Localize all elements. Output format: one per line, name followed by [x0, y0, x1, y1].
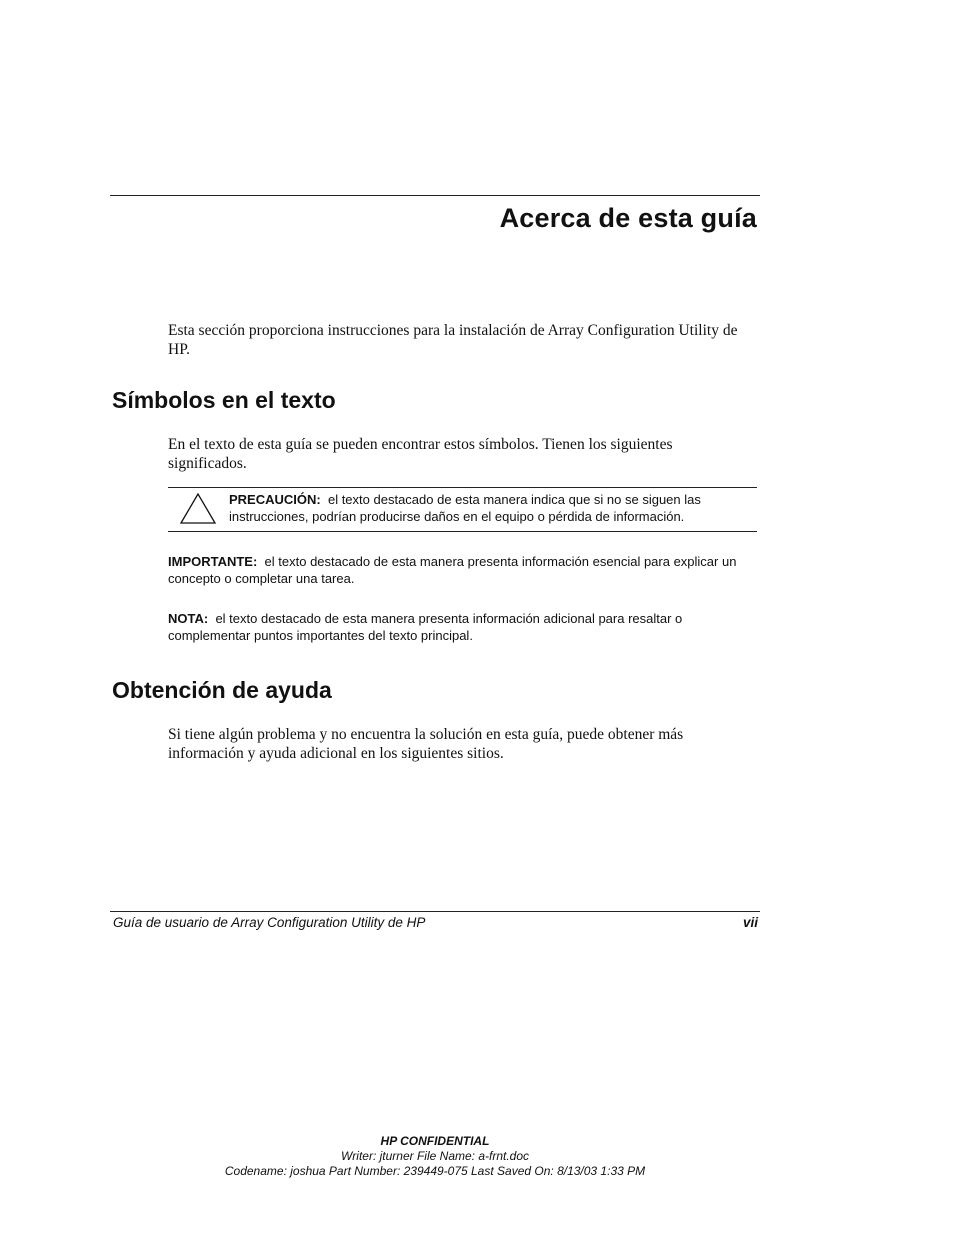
- confidential-codename: Codename: joshua Part Number: 239449-075 Last Saved On: 8/13/03 1:33 PM: [224, 1164, 646, 1178]
- intro-paragraph: Esta sección proporciona instrucciones para la instalación de Array Configuration Utility de HP.: [168, 322, 738, 358]
- important-note: [168, 553, 753, 587]
- caution-bottom-rule: [168, 531, 757, 532]
- caution-top-rule: [168, 487, 757, 488]
- caution-body: el texto destacado de esta manera indica que si no se siguen las instrucciones, podrían producirse daños en el equipo o pérdida de información.: [229, 492, 701, 524]
- caution-box: [168, 487, 757, 532]
- caution-text: [229, 491, 749, 525]
- chapter-top-rule: [110, 195, 760, 196]
- important-body: el texto destacado de esta manera presenta información esencial para explicar un concepto o completar una tarea.: [168, 554, 737, 586]
- nota-body: el texto destacado de esta manera presenta información adicional para resaltar o complementar puntos importantes del texto principal.: [168, 611, 683, 643]
- section-heading-symbols: Símbolos en el texto: [112, 387, 336, 413]
- nota-label: NOTA:: [168, 611, 209, 626]
- footer-rule: [110, 911, 760, 912]
- help-paragraph: Si tiene algún problema y no encuentra la solución en esta guía, puede obtener más información y ayuda adicional en los siguientes sitios.: [168, 726, 684, 762]
- caution-label: PRECAUCIÓN:: [229, 492, 321, 507]
- confidential-writer: Writer: jturner File Name: a-frnt.doc: [340, 1149, 530, 1163]
- confidential-label: HP CONFIDENTIAL: [380, 1134, 490, 1148]
- chapter-title: Acerca de esta guía: [499, 203, 757, 233]
- symbols-paragraph: En el texto de esta guía se pueden encontrar estos símbolos. Tienen los siguientes significados.: [168, 436, 673, 472]
- nota-note: [168, 610, 753, 644]
- section-heading-help: Obtención de ayuda: [112, 677, 332, 703]
- caution-triangle-icon: [178, 492, 218, 526]
- page-number: vii: [742, 915, 758, 930]
- footer-title: Guía de usuario de Array Configuration Utility de HP: [113, 915, 426, 930]
- important-label: IMPORTANTE:: [168, 554, 258, 569]
